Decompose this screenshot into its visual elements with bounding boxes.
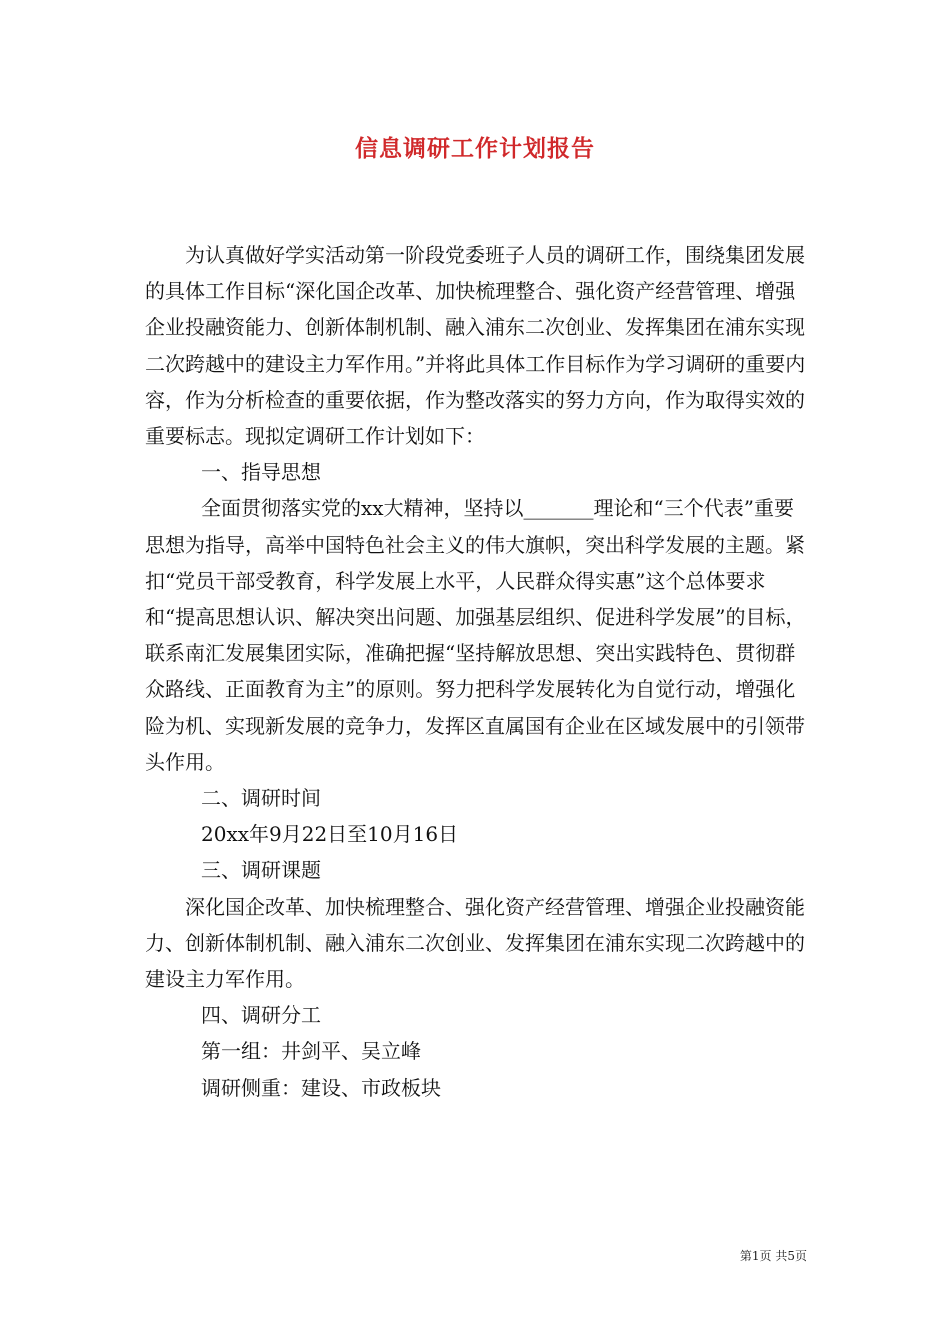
- section-4-heading: 四、调研分工: [201, 1003, 321, 1028]
- page-number: 第1页 共5页: [739, 1249, 807, 1263]
- document-body: [145, 237, 807, 1106]
- document-title: 信息调研工作计划报告: [355, 135, 595, 162]
- section-2-text: 20xx年9月22日至10月16日: [201, 822, 459, 847]
- section-3-text: 深化国企改革、加快梳理整合、强化资产经营管理、增强企业投融资能力、创新体制机制、融入浦东二次创业、发挥集团在浦东实现二次跨越中的建设主力军作用。: [145, 894, 805, 992]
- section-4-focus-1: 调研侧重：建设、市政板块: [201, 1075, 441, 1100]
- section-4-group-1: 第一组：井剑平、吴立峰: [201, 1039, 421, 1064]
- section-1-text: 全面贯彻落实党的xx大精神，坚持以_______理论和“三个代表”重要思想为指导，高举中国特色社会主义的伟大旗帜，突出科学发展的主题。紧扣“党员干部受教育，科学发展上水平，人民群众得实惠”这个总体要求和“提高思想认识、解决突出问题、加强基层组织、促进科学发展”的目标，联系南汇发展集团实际，准确把握“坚持解放思想、突出实践特色、贯彻群众路线、正面教育为主”的原则。努力把科学发展转化为自觉行动，增强化险为机、实现新发展的竞争力，发挥区直属国有企业在区域发展中的引领带头作用。: [145, 496, 806, 774]
- section-2-heading: 二、调研时间: [201, 786, 321, 811]
- section-3-heading: 三、调研课题: [201, 858, 321, 883]
- intro-paragraph: 为认真做好学实活动第一阶段党委班子人员的调研工作，围绕集团发展的具体工作目标“深化国企改革、加快梳理整合、强化资产经营管理、增强企业投融资能力、创新体制机制、融入浦东二次创业、发挥集团在浦东实现二次跨越中的建设主力军作用。”并将此具体工作目标作为学习调研的重要内容，作为分析检查的重要依据，作为整改落实的努力方向，作为取得实效的重要标志。现拟定调研工作计划如下：: [145, 243, 806, 449]
- section-1-heading: 一、指导思想: [201, 460, 321, 485]
